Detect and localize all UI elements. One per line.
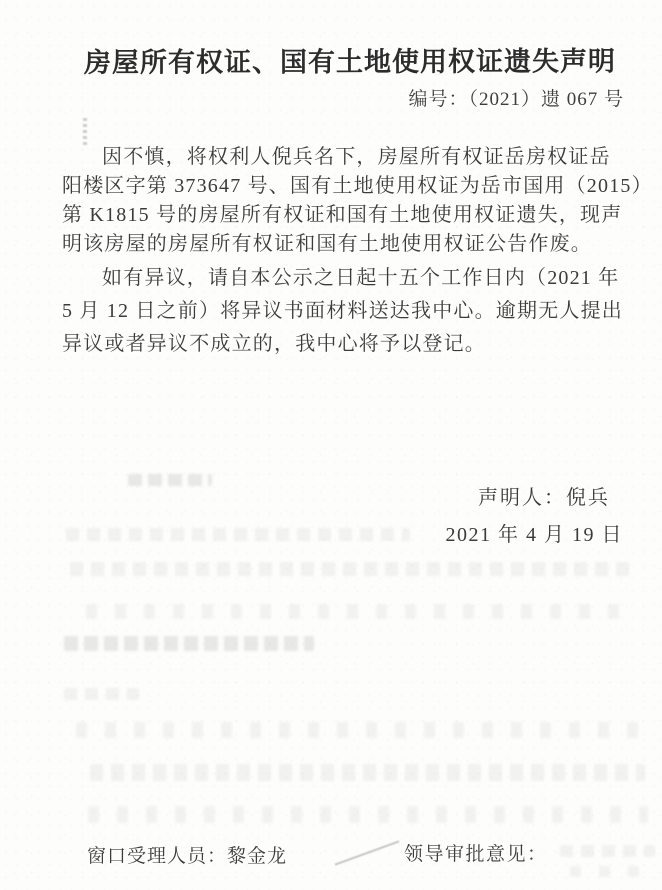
paragraph-line: 因不慎，将权利人倪兵名下，房屋所有权证岳房权证岳 — [102, 146, 611, 168]
paragraph-line: 异议或者异议不成立的，我中心将予以登记。 — [62, 333, 486, 355]
bleedthrough-margin-mark — [83, 118, 87, 146]
leader-approval-label: 领导审批意见： — [404, 844, 548, 865]
paragraph-objection-notice — [62, 262, 623, 361]
bleedthrough-diagonal-mark — [335, 840, 399, 865]
paragraph-line: 5 月 12 日之前）将异议书面材料送达我中心。逾期无人提出 — [62, 300, 623, 322]
paragraph-declaration — [62, 143, 653, 259]
bleedthrough-line — [88, 806, 648, 823]
paragraph-line: 如有异议，请自本公示之日起十五个工作日内（2021 年 — [102, 267, 620, 289]
bleedthrough-line — [64, 688, 139, 700]
bleedthrough-line — [128, 474, 212, 486]
paragraph-line: 明该房屋的房屋所有权证和国有土地使用权证公告作废。 — [62, 233, 592, 255]
bleedthrough-line — [66, 528, 410, 541]
bleedthrough-line — [70, 562, 630, 576]
declarant-signature-line: 声明人：倪兵 — [478, 487, 610, 509]
bleedthrough-line — [90, 764, 645, 781]
bleedthrough-line — [86, 604, 636, 619]
document-number: 编号：（2021）遗 067 号 — [408, 89, 624, 110]
bleedthrough-line — [64, 636, 314, 651]
bleedthrough-line — [560, 845, 655, 857]
bleedthrough-line — [76, 722, 641, 738]
bleedthrough-line — [570, 866, 655, 877]
document-title: 房屋所有权证、国有土地使用权证遗失声明 — [83, 46, 617, 78]
paragraph-line: 第 K1815 号的房屋所有权证和国有土地使用权证遗失，现声 — [62, 204, 623, 226]
paragraph-line: 阳楼区字第 373647 号、国有土地使用权证为岳市国用（2015） — [62, 175, 653, 197]
window-clerk-line: 窗口受理人员：黎金龙 — [87, 846, 288, 867]
declaration-date-line: 2021 年 4 月 19 日 — [445, 524, 623, 546]
